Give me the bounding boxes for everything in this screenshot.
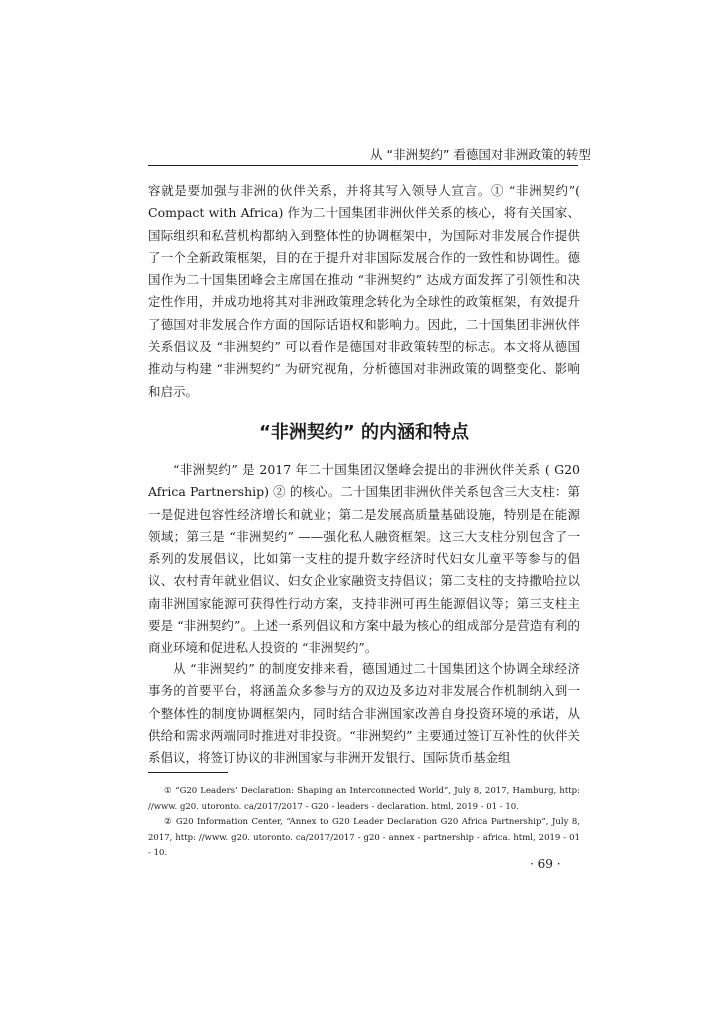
page-number: · 69 ·	[530, 857, 561, 871]
footnote-rule	[148, 772, 228, 773]
running-header: 从 “非洲契约” 看德国对非洲政策的转型	[370, 147, 591, 162]
intro-paragraph: 容就是要加强与非洲的伙伴关系，并将其写入领导人宣言。① “非洲契约”( Compact with Africa) 作为二十国集团非洲伙伴关系的核心，将有关国家、国际组织和私营机构都纳入到整体性的协调框架中，为国际对非发展合作提供了一个全新政策框架，目的在于提升对非国际发展合作的一致性和协调性。德国作为二十国集团峰会主席国在推动 “非洲契约” 达成方面发挥了引领性和决定性作用，并成功地将其对非洲政策理念转化为全球性的政策框架，有效提升了德国对非发展合作方面的国际话语权和影响力。因此，二十国集团非洲伙伴关系倡议及 “非洲契约” 可以看作是德国对非政策转型的标志。本文将从德国推动与构建 “非洲契约” 为研究视角，分析德国对非洲政策的调整变化、影响和启示。	[148, 183, 580, 399]
footnote-1: ① “G20 Leaders’ Declaration: Shaping an Interconnected World”, July 8, 2017, Hamburg, http: //www. g20. utoronto. ca/2017/2017 - G20 - leaders - declaration. html, 2019 - 01 - 10.	[148, 786, 580, 812]
section-title: “非洲契约” 的内涵和特点	[259, 422, 469, 443]
body-paragraph-3: 从 “非洲契约” 的制度安排来看，德国通过二十国集团这个协调全球经济事务的首要平台，将涵盖众多参与方的双边及多边对非发展合作机制纳入到一个整体性的制度协调框架内，同时结合非洲国家改善自身投资环境的承诺，从供给和需求两端同时推进对非投资。“非洲契约” 主要通过签订互补性的伙伴关系倡议，将签订协议的非洲国家与非洲开发银行、国际货币基金组	[148, 661, 580, 766]
footnote-2: ② G20 Information Center, “Annex to G20 Leader Declaration G20 Africa Partnership”, July 8, 2017, http: //www. g20. utoronto. ca/2017/2017 - g20 - annex - partnership - africa. html, 2019 - 01 - 10.	[148, 817, 580, 858]
body-paragraph-2: “非洲契约” 是 2017 年二十国集团汉堡峰会提出的非洲伙伴关系 ( G20 Africa Partnership) ② 的核心。二十国集团非洲伙伴关系包含三大支柱：第一是促进包容性经济增长和就业；第二是发展高质量基础设施，特别是在能源领域；第三是 “非洲契约” ——强化私人融资框架。这三大支柱分别包含了一系列的发展倡议，比如第一支柱的提升数字经济时代妇女儿童平等参与的倡议、农村青年就业倡议、妇女企业家融资支持倡议；第二支柱的支持撒哈拉以南非洲国家能源可获得性行动方案，支持非洲可再生能源倡议等；第三支柱主要是 “非洲契约”。上述一系列倡议和方案中最为核心的组成部分是营造有利的商业环境和促进私人投资的 “非洲契约”。	[148, 462, 580, 656]
header-rule	[148, 165, 578, 166]
